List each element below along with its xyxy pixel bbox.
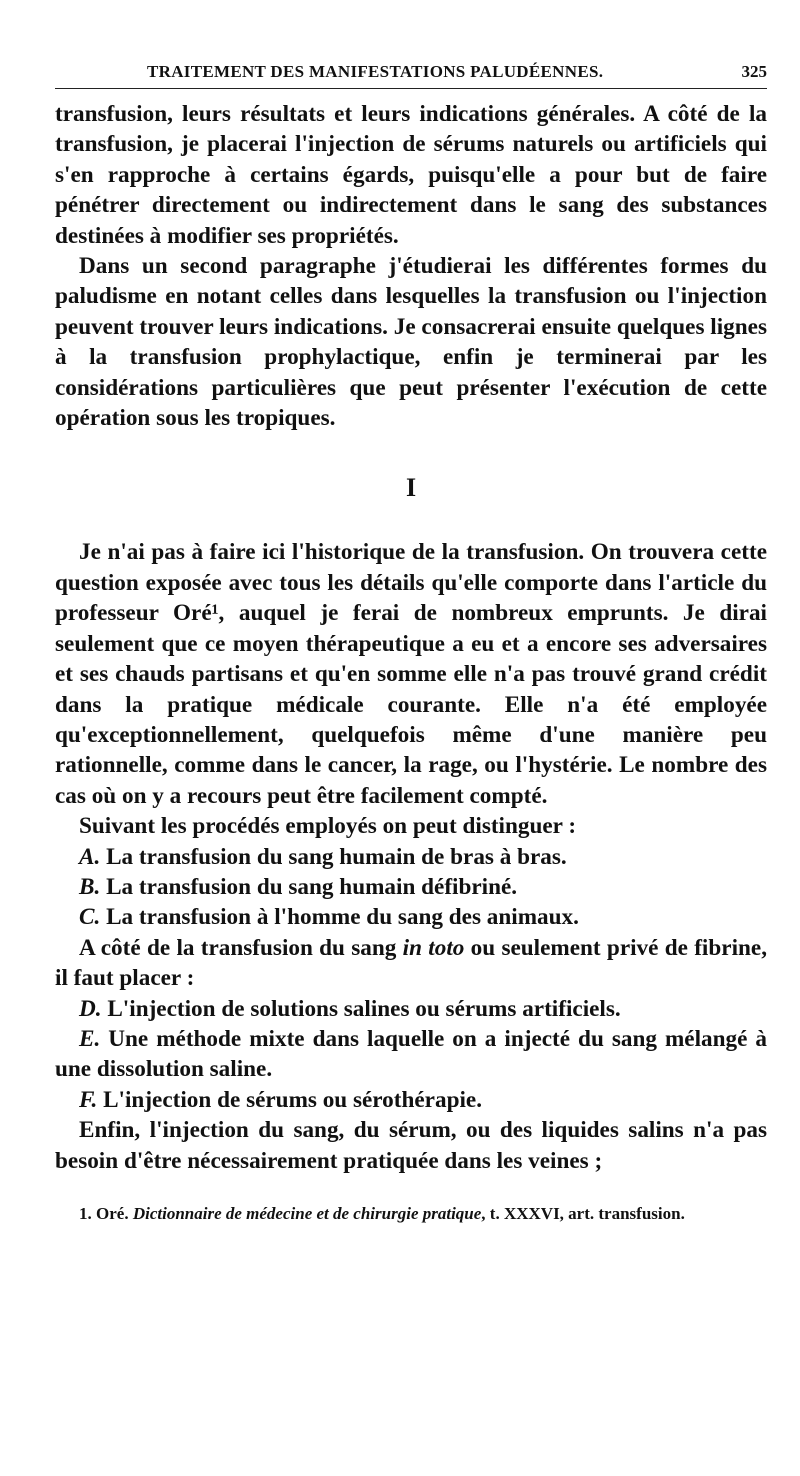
section-paragraph-1: Je n'ai pas à faire ici l'historique de la transfusion. On trouvera cette question exposée avec tous les détails qu'elle comporte dans l'article du professeur Oré¹, auquel je ferai de nombreux emprunts. Je dirai seulement que ce moyen thérapeutique a eu et a encore ses adversaires et ses chauds partisans et qu'en somme elle n'a pas trouvé grand crédit dans la pratique médicale courante. Elle n'a été employée qu'exceptionnellement, quelquefois même d'une manière peu rationnelle, comme dans le cancer, la rage, ou l'hystérie. Le nombre des cas où on y a recours peut être facilement compté. — [55, 539, 767, 809]
paragraph-text: A côté de la transfusion du sang — [79, 934, 403, 961]
list-item-d — [55, 994, 767, 1024]
list-letter: C. — [79, 904, 101, 931]
paragraph-text: ou seulement privé de fibrine, il faut placer : — [55, 934, 767, 992]
list-text: L'injection de sérums ou sérothérapie. — [97, 1086, 482, 1113]
list-text: La transfusion à l'homme du sang des animaux. — [100, 904, 579, 931]
list-item-f — [55, 1085, 767, 1115]
footnote-1 — [55, 1202, 767, 1226]
list-item-c — [55, 902, 767, 932]
latin-phrase: in toto — [402, 934, 465, 961]
section-numeral: I — [405, 473, 417, 503]
list-letter: E. — [79, 1025, 101, 1052]
footnote-lead: 1. Oré. — [79, 1204, 133, 1223]
list-item-a — [55, 842, 767, 872]
list-text: La transfusion du sang humain de bras à bras. — [100, 843, 567, 870]
footnote-title: Dictionnaire de médecine et de chirurgie pratique — [132, 1204, 482, 1223]
footnotes — [55, 1202, 767, 1226]
intro-paragraph-2: Dans un second paragraphe j'étudierai les différentes formes du paludisme en notant celles dans lesquelles la transfusion ou l'injection peuvent trouver leurs indications. Je consacrerai ensuite quelques lignes à la transfusion prophylactique, enfin je terminerai par les considérations particulières que peut présenter l'exécution de cette opération sous les tropiques. — [55, 253, 767, 432]
list-letter: F. — [79, 1086, 98, 1113]
page-header — [55, 62, 767, 89]
section-paragraph-2: Suivant les procédés employés on peut distinguer : — [79, 813, 577, 840]
list-letter: D. — [79, 995, 102, 1022]
list-item-b — [55, 872, 767, 902]
list-text: Une méthode mixte dans laquelle on a injecté du sang mélangé à une dissolution saline. — [55, 1025, 767, 1083]
list-letter: A. — [79, 843, 101, 870]
section-paragraph-3 — [55, 933, 767, 994]
book-page — [55, 62, 767, 1226]
list-text: L'injection de solutions salines ou sérums artificiels. — [101, 995, 621, 1022]
intro-paragraph-1: transfusion, leurs résultats et leurs indications générales. A côté de la transfusion, je placerai l'injection de sérums naturels ou artificiels qui s'en rapproche à certains égards, puisqu'elle a pour but de faire pénétrer directement ou indirectement dans le sang des substances destinées à modifier ses propriétés. — [55, 101, 767, 249]
page-number: 325 — [741, 62, 767, 81]
list-item-e — [55, 1024, 767, 1085]
list-letter: B. — [79, 873, 101, 900]
footnote-tail: , t. XXXVI, art. transfusion. — [481, 1204, 685, 1223]
body-text — [55, 99, 767, 1176]
list-text: La transfusion du sang humain défibriné. — [100, 873, 518, 900]
running-title: TRAITEMENT DES MANIFESTATIONS PALUDÉENNES. — [147, 62, 604, 81]
section-paragraph-4: Enfin, l'injection du sang, du sérum, ou des liquides salins n'a pas besoin d'être nécessairement pratiquée dans les veines ; — [55, 1117, 767, 1174]
